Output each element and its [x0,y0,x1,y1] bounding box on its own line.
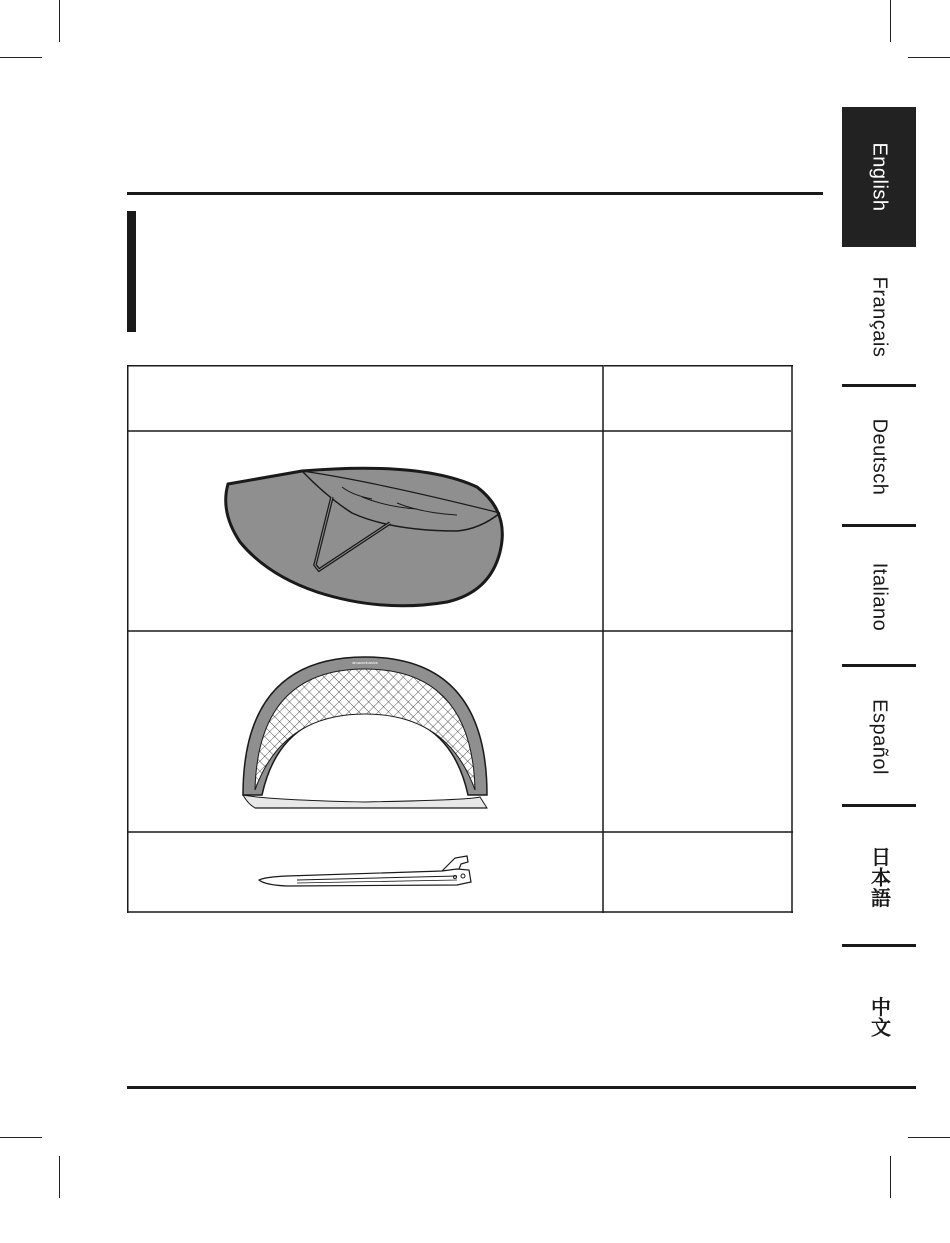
crop-mark [0,57,42,58]
crop-mark [59,0,60,42]
crop-mark [908,1137,950,1138]
tab-italiano[interactable] [842,527,916,667]
parts-table-grid [127,365,793,913]
pop-up-goal-illustration [240,652,490,812]
footer-rule [127,1086,916,1089]
tab-japanese[interactable] [842,807,916,947]
tab-francais-label: Français [868,276,891,358]
tab-deutsch[interactable] [842,387,916,527]
tab-english[interactable] [842,107,916,247]
tab-espanol[interactable] [842,667,916,807]
parts-table [127,365,793,913]
tab-deutsch-label: Deutsch [868,418,891,496]
tab-chinese[interactable] [842,947,916,1087]
language-tab-strip [842,107,916,1087]
ground-stake-illustration [257,850,477,890]
tab-japanese-label: 日本語 [867,846,890,908]
tab-italiano-label: Italiano [868,562,891,632]
crop-mark [908,57,950,58]
crop-mark [890,1156,891,1198]
goal-brand-logo: amazonbasics [352,660,378,665]
tab-english-label: English [868,142,891,212]
tab-espanol-label: Español [868,699,891,775]
crop-mark [890,0,891,42]
crop-mark [0,1137,42,1138]
tab-chinese-label: 中文 [867,996,890,1038]
carry-bag-illustration [222,457,507,612]
section-marker-bar [127,211,136,332]
crop-mark [59,1156,60,1198]
header-rule [127,192,823,195]
tab-francais[interactable] [842,247,916,387]
